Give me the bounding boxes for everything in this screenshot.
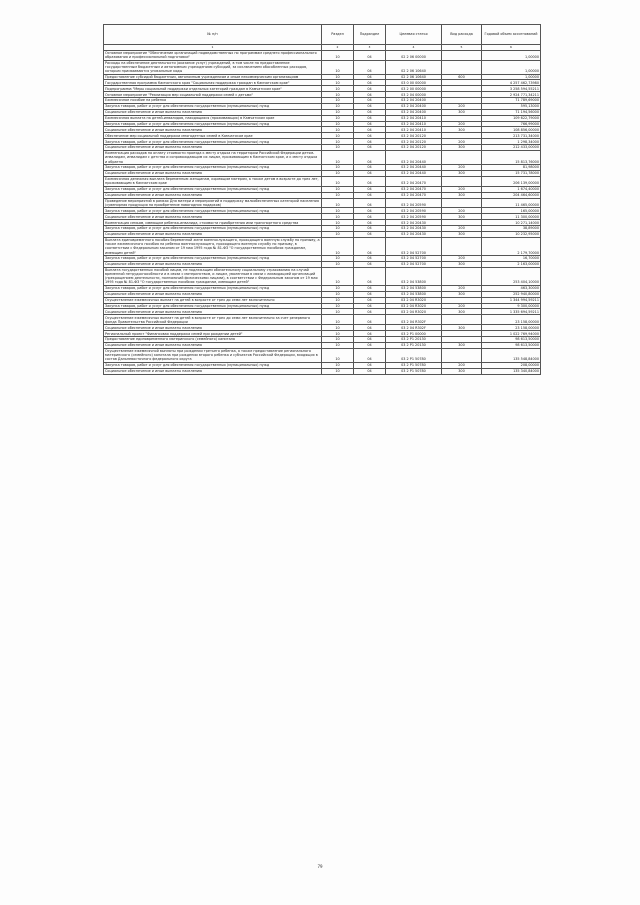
row-name: Ежемесячное пособие на ребенка <box>104 98 322 104</box>
row-subsection: 04 <box>354 115 386 121</box>
row-expense-type: 200 <box>442 208 482 214</box>
row-expense-type: 200 <box>442 121 482 127</box>
row-target: 03 2 04 20410 <box>386 127 442 133</box>
row-name: Компенсация семьям, имеющим ребенка-инвалида, стоимости приобретения ими транспортного средства <box>104 220 322 226</box>
row-expense-type: 300 <box>442 368 482 374</box>
row-target: 03 2 04 20400 <box>386 109 442 115</box>
row-section: 10 <box>322 192 354 198</box>
row-subsection: 04 <box>354 109 386 115</box>
row-name: Государственная программа Камчатского края "Социальная поддержка граждан в Камчатском крае" <box>104 80 322 86</box>
row-target: 03 2 04 00000 <box>386 92 442 98</box>
column-number: 6 <box>482 44 541 50</box>
row-target: 03 2 04 20590 <box>386 214 442 220</box>
row-amount: 204 464,60000 <box>482 192 541 198</box>
row-subsection: 04 <box>354 80 386 86</box>
row-amount: 253 404,10000 <box>482 267 541 285</box>
row-name: Региональный проект "Финансовая поддержка семей при рождении детей" <box>104 331 322 337</box>
row-section: 10 <box>322 198 354 208</box>
row-target: 03 2 04 20430 <box>386 231 442 237</box>
row-name: Социальное обеспечение и иные выплаты населению <box>104 109 322 115</box>
row-amount: 212 433,00000 <box>482 145 541 151</box>
row-section: 10 <box>322 237 354 255</box>
row-section: 10 <box>322 220 354 226</box>
row-name: Ежемесячная денежная выплата беременным женщинам, кормящим матерям, а также детям в возрасте до трех лет, проживающим в Камчатском крае <box>104 176 322 186</box>
row-section: 10 <box>322 256 354 262</box>
row-target: 03 2 04 20430 <box>386 220 442 226</box>
row-expense-type: 300 <box>442 342 482 348</box>
row-expense-type: 200 <box>442 165 482 171</box>
column-number: 1 <box>104 44 322 50</box>
row-expense-type: 300 <box>442 170 482 176</box>
row-name: Расходы на обеспечение деятельности (оказание услуг) учреждений, в том числе на предоставление государственным бюджетным и автономным учреждениям субсидий, за исключением обособленных расходов, которым присваиваются уникальные коды <box>104 60 322 74</box>
row-name: Социальное обеспечение и иные выплаты населению <box>104 127 322 133</box>
row-section: 10 <box>322 348 354 362</box>
row-expense-type: 600 <box>442 74 482 80</box>
row-amount: 4 257 462,73980 <box>482 80 541 86</box>
row-section: 10 <box>322 139 354 145</box>
row-amount: 9 300,00000 <box>482 303 541 309</box>
row-name: Обеспечение мер социальной поддержки многодетных семей в Камчатском крае <box>104 133 322 139</box>
row-target: 03 2 04 20410 <box>386 115 442 121</box>
row-expense-type: 300 <box>442 145 482 151</box>
row-section: 10 <box>322 60 354 74</box>
row-target: 03 2 04 52700 <box>386 261 442 267</box>
row-subsection: 04 <box>354 127 386 133</box>
row-name: Компенсация расходов на оплату стоимости проезда к месту отдыха на территории Российской Федерации детям-инвалидам, инвалидам с детства и сопровождающим их лицам, проживающим в Камчатском крае, и к месту отдыха и обратно <box>104 150 322 164</box>
row-name: Осуществление ежемесячной выплаты при рождении третьего ребенка, а также предоставление регионального материнского (семейного) капитала при рождении второго ребенка и субъектов Российской Федерации, входящих в состав Дальневосточного федерального округа <box>104 348 322 362</box>
row-amount: 71 789,69000 <box>482 98 541 104</box>
row-subsection: 04 <box>354 103 386 109</box>
row-subsection: 04 <box>354 291 386 297</box>
row-subsection: 04 <box>354 231 386 237</box>
header-name: № п/п <box>104 25 322 45</box>
row-target: 03 2 P1 20130 <box>386 337 442 343</box>
row-expense-type: 300 <box>442 291 482 297</box>
row-amount: 213 731,34000 <box>482 133 541 139</box>
row-section: 10 <box>322 109 354 115</box>
header-target: Целевая статья <box>386 25 442 45</box>
row-name: Социальное обеспечение и иные выплаты населению <box>104 145 322 151</box>
table-row <box>104 348 541 362</box>
row-name: Социальное обеспечение и иные выплаты населению <box>104 309 322 315</box>
row-expense-type <box>442 150 482 164</box>
row-subsection: 04 <box>354 133 386 139</box>
row-target: 03 2 04 R302F <box>386 325 442 331</box>
column-number: 5 <box>442 44 482 50</box>
row-subsection: 04 <box>354 325 386 331</box>
row-subsection: 04 <box>354 331 386 337</box>
row-target: 03 0 00 00000 <box>386 80 442 86</box>
row-expense-type: 300 <box>442 309 482 315</box>
row-amount: 15 731,78000 <box>482 170 541 176</box>
header-expense-type: Вид расхода <box>442 25 482 45</box>
row-amount: 2 163,00000 <box>482 261 541 267</box>
row-amount: 1 335 694,59211 <box>482 309 541 315</box>
row-name: Социальное обеспечение и иные выплаты населению <box>104 192 322 198</box>
row-expense-type <box>442 315 482 325</box>
row-amount: 1,00000 <box>482 60 541 74</box>
row-expense-type <box>442 60 482 74</box>
row-section: 10 <box>322 362 354 368</box>
table-row <box>104 150 541 164</box>
row-expense-type: 300 <box>442 192 482 198</box>
row-target: 03 2 04 20440 <box>386 150 442 164</box>
row-section: 10 <box>322 74 354 80</box>
table-row <box>104 198 541 208</box>
row-amount: 252 940,80000 <box>482 291 541 297</box>
row-amount: 15 813,76000 <box>482 150 541 164</box>
row-target: 02 2 06 10640 <box>386 60 442 74</box>
row-section: 10 <box>322 186 354 192</box>
row-target: 03 2 04 20440 <box>386 170 442 176</box>
row-target: 02 2 06 00000 <box>386 50 442 60</box>
row-target: 03 2 04 20590 <box>386 198 442 208</box>
table-row <box>104 50 541 60</box>
row-subsection: 04 <box>354 309 386 315</box>
row-expense-type <box>442 198 482 208</box>
row-expense-type: 300 <box>442 231 482 237</box>
row-target: 03 2 04 20410 <box>386 121 442 127</box>
row-target: 03 2 P1 50780 <box>386 368 442 374</box>
row-name: Закупка товаров, работ и услуг для обеспечения государственных (муниципальных) нужд <box>104 121 322 127</box>
table-row <box>104 176 541 186</box>
row-amount: 10 232,95000 <box>482 231 541 237</box>
row-name: Предоставление единовременного материнского (семейного) капитала <box>104 337 322 343</box>
row-section: 10 <box>322 50 354 60</box>
row-subsection: 04 <box>354 267 386 285</box>
table-body <box>104 44 541 374</box>
row-section: 10 <box>322 115 354 121</box>
row-subsection: 04 <box>354 261 386 267</box>
row-amount: 206 139,00000 <box>482 176 541 186</box>
row-expense-type: 300 <box>442 325 482 331</box>
row-section: 10 <box>322 80 354 86</box>
row-target: 03 2 04 52700 <box>386 237 442 255</box>
row-name: Закупка товаров, работ и услуг для обеспечения государственных (муниципальных) нужд <box>104 256 322 262</box>
row-amount: 16,70000 <box>482 256 541 262</box>
row-subsection: 04 <box>354 297 386 303</box>
row-section: 10 <box>322 226 354 232</box>
row-expense-type <box>442 348 482 362</box>
row-name: Закупка товаров, работ и услуг для обеспечения государственных (муниципальных) нужд <box>104 303 322 309</box>
row-amount: 108 856,00000 <box>482 127 541 133</box>
row-subsection: 04 <box>354 139 386 145</box>
row-subsection: 04 <box>354 176 386 186</box>
row-target: 03 2 04 20400 <box>386 103 442 109</box>
row-name: Социальное обеспечение и иные выплаты населению <box>104 368 322 374</box>
row-amount: 1 344 994,59211 <box>482 297 541 303</box>
row-name: Осуществление ежемесячных выплат на детей в возрасте от трех до семи лет включительно <box>104 297 322 303</box>
row-expense-type <box>442 267 482 285</box>
row-amount: 98 613,50000 <box>482 342 541 348</box>
row-subsection: 04 <box>354 98 386 104</box>
row-section: 10 <box>322 261 354 267</box>
row-section: 10 <box>322 291 354 297</box>
row-amount: 71 194,56000 <box>482 109 541 115</box>
row-target: 03 2 04 20120 <box>386 139 442 145</box>
header-subsection: Подраздел <box>354 25 386 45</box>
row-name: Закупка товаров, работ и услуг для обеспечения государственных (муниципальных) нужд <box>104 362 322 368</box>
row-section: 10 <box>322 133 354 139</box>
row-subsection: 04 <box>354 170 386 176</box>
row-name: Социальное обеспечение и иные выплаты населению <box>104 170 322 176</box>
row-subsection: 04 <box>354 362 386 368</box>
table-header-row <box>104 25 541 45</box>
row-target: 03 2 04 20430 <box>386 226 442 232</box>
table-row <box>104 237 541 255</box>
row-section: 10 <box>322 165 354 171</box>
row-amount: 38,89000 <box>482 226 541 232</box>
row-expense-type <box>442 50 482 60</box>
row-amount: 23 158,00000 <box>482 325 541 331</box>
row-amount: 1 674,40000 <box>482 186 541 192</box>
row-name: Социальное обеспечение и иные выплаты населению <box>104 325 322 331</box>
row-expense-type: 200 <box>442 303 482 309</box>
row-section: 10 <box>322 170 354 176</box>
row-name: Выплата государственных пособий лицам, не подлежащим обязательному социальному страхованию на случай временной нетрудоспособности и в связи с материнством, и лицам, уволенным в связи с ликвидацией организаций (прекращением деятельности, полномочий физическими лицами), в соответствии с Федеральным законом от 19 мая 1995 года № 81-ФЗ "О государственных пособиях гражданам, имеющим детей" <box>104 267 322 285</box>
row-name: Социальное обеспечение и иные выплаты населению <box>104 291 322 297</box>
row-name: Предоставление субсидий бюджетным, автономным учреждениям и иным некоммерческим организациям <box>104 74 322 80</box>
row-expense-type: 300 <box>442 261 482 267</box>
row-subsection: 04 <box>354 337 386 343</box>
row-name: Социальное обеспечение и иные выплаты населению <box>104 261 322 267</box>
row-target: 03 2 04 53800 <box>386 267 442 285</box>
row-target: 03 2 04 20470 <box>386 186 442 192</box>
page-number: 79 <box>317 864 323 869</box>
row-subsection: 04 <box>354 165 386 171</box>
row-expense-type: 200 <box>442 362 482 368</box>
row-name: Закупка товаров, работ и услуг для обеспечения государственных (муниципальных) нужд <box>104 186 322 192</box>
row-section: 10 <box>322 231 354 237</box>
row-section: 10 <box>322 325 354 331</box>
row-expense-type: 300 <box>442 127 482 133</box>
row-amount: 23 158,00000 <box>482 315 541 325</box>
row-target: 02 2 06 10640 <box>386 74 442 80</box>
row-amount: 1 022 769,94000 <box>482 331 541 337</box>
row-subsection: 04 <box>354 198 386 208</box>
row-section: 10 <box>322 315 354 325</box>
row-target: 03 2 P1 00000 <box>386 331 442 337</box>
row-target: 03 2 04 20120 <box>386 133 442 139</box>
row-target: 03 2 00 00000 <box>386 86 442 92</box>
row-subsection: 04 <box>354 186 386 192</box>
row-section: 10 <box>322 103 354 109</box>
row-name: Закупка товаров, работ и услуг для обеспечения государственных (муниципальных) нужд <box>104 139 322 145</box>
row-target: 03 2 04 20590 <box>386 208 442 214</box>
row-expense-type: 200 <box>442 139 482 145</box>
row-target: 03 2 04 20470 <box>386 176 442 186</box>
row-subsection: 04 <box>354 192 386 198</box>
row-amount: 1 298,34000 <box>482 139 541 145</box>
row-target: 03 2 04 20400 <box>386 98 442 104</box>
row-name: Закупка товаров, работ и услуг для обеспечения государственных (муниципальных) нужд <box>104 226 322 232</box>
row-subsection: 04 <box>354 285 386 291</box>
column-number: 3 <box>354 44 386 50</box>
row-expense-type <box>442 237 482 255</box>
table-row <box>104 368 541 374</box>
row-subsection: 04 <box>354 92 386 98</box>
row-expense-type: 200 <box>442 103 482 109</box>
row-name: Выплата единовременного пособия беременной жене военнослужащего, проходящего военную службу по призыву, а также ежемесячного пособия на ребенка военнослужащего, проходящего военную службу по призыву, в соответствии с Федеральным законом от 19 мая 1995 года № 81-ФЗ "О государственных пособиях гражданам, имеющим детей" <box>105 238 320 255</box>
row-target: 03 2 04 53800 <box>386 285 442 291</box>
row-amount: 1,00000 <box>482 50 541 60</box>
table-row <box>104 315 541 325</box>
row-subsection: 04 <box>354 86 386 92</box>
row-subsection: 04 <box>354 342 386 348</box>
row-target: 03 2 04 20440 <box>386 165 442 171</box>
row-section: 10 <box>322 368 354 374</box>
row-expense-type: 300 <box>442 109 482 115</box>
row-target: 03 2 P1 50780 <box>386 362 442 368</box>
row-expense-type: 200 <box>442 226 482 232</box>
row-name: Подпрограмма "Меры социальной поддержки отдельных категорий граждан в Камчатском крае" <box>104 86 322 92</box>
row-subsection: 04 <box>354 368 386 374</box>
row-section: 10 <box>322 337 354 343</box>
row-target: 03 2 04 R3020 <box>386 309 442 315</box>
row-subsection: 04 <box>354 150 386 164</box>
header-amount: Годовой объем ассигнований <box>482 25 541 45</box>
row-amount: 165,00000 <box>482 208 541 214</box>
row-target: 03 2 P1 50780 <box>386 348 442 362</box>
row-subsection: 04 <box>354 315 386 325</box>
row-target: 03 2 04 R3020 <box>386 303 442 309</box>
table-row <box>104 267 541 285</box>
row-name: Осуществление ежемесячных выплат на детей в возрасте от трех до семи лет включительно за счет резервного фонда Правительства Российской Федерации <box>104 315 322 325</box>
budget-table <box>103 24 541 375</box>
row-subsection: 04 <box>354 226 386 232</box>
row-section: 10 <box>322 309 354 315</box>
row-name: Основное мероприятие "Обеспечение организаций подведомственных по программам среднего профессионального образования и профессиональной подготовки" <box>104 50 322 60</box>
row-amount: 135 340,84000 <box>482 368 541 374</box>
row-name: Закупка товаров, работ и услуг для обеспечения государственных (муниципальных) нужд <box>104 285 322 291</box>
row-section: 10 <box>322 121 354 127</box>
row-section: 10 <box>322 176 354 186</box>
row-target: 03 2 04 52700 <box>386 256 442 262</box>
row-subsection: 04 <box>354 214 386 220</box>
row-amount: 3 258 594,55211 <box>482 86 541 92</box>
row-section: 10 <box>322 92 354 98</box>
row-amount: 463,30000 <box>482 285 541 291</box>
row-section: 10 <box>322 303 354 309</box>
row-name: Проведение мероприятий в рамках Дня матери и мероприятий в поддержку малообеспеченных категорий населения (сувенирная продукция на приобретение новогодних подарков) <box>104 198 322 208</box>
row-target: 03 2 04 53800 <box>386 291 442 297</box>
row-subsection: 04 <box>354 74 386 80</box>
row-target: 03 2 04 20470 <box>386 192 442 198</box>
header-section: Раздел <box>322 25 354 45</box>
row-amount: 109 622,79000 <box>482 115 541 121</box>
row-amount: 2 924 771,34211 <box>482 92 541 98</box>
row-section: 10 <box>322 342 354 348</box>
row-name: Социальное обеспечение и иные выплаты населению <box>104 342 322 348</box>
row-section: 10 <box>322 267 354 285</box>
row-amount: 2 179,70000 <box>482 237 541 255</box>
column-number: 4 <box>386 44 442 50</box>
table-row <box>104 60 541 74</box>
row-section: 10 <box>322 150 354 164</box>
column-number: 2 <box>322 44 354 50</box>
row-subsection: 04 <box>354 237 386 255</box>
row-subsection: 04 <box>354 220 386 226</box>
row-amount: 11 465,00000 <box>482 198 541 208</box>
row-target: 03 2 04 R302F <box>386 315 442 325</box>
row-name: Основное мероприятие "Реализация мер социальной поддержки семей с детьми" <box>104 92 322 98</box>
row-expense-type <box>442 176 482 186</box>
row-name: Социальное обеспечение и иные выплаты населению <box>104 214 322 220</box>
row-subsection: 04 <box>354 145 386 151</box>
row-section: 10 <box>322 285 354 291</box>
row-subsection: 04 <box>354 256 386 262</box>
row-section: 10 <box>322 331 354 337</box>
row-subsection: 04 <box>354 50 386 60</box>
row-subsection: 04 <box>354 348 386 362</box>
row-target: 03 2 04 R3020 <box>386 297 442 303</box>
row-expense-type: 200 <box>442 256 482 262</box>
row-name: Закупка товаров, работ и услуг для обеспечения государственных (муниципальных) нужд <box>104 103 322 109</box>
row-subsection: 04 <box>354 208 386 214</box>
row-amount: 135 548,84000 <box>482 348 541 362</box>
row-section: 10 <box>322 127 354 133</box>
row-name: Социальное обеспечение и иные выплаты населению <box>104 231 322 237</box>
row-name: Ежемесячная выплата на детей-инвалидов, находящихся (проживающих) в Камчатском крае <box>104 115 322 121</box>
row-amount: 81,98000 <box>482 165 541 171</box>
row-amount: 595,13000 <box>482 103 541 109</box>
row-amount: 10 271,14000 <box>482 220 541 226</box>
row-name: Закупка товаров, работ и услуг для обеспечения государственных (муниципальных) нужд <box>104 208 322 214</box>
row-subsection: 04 <box>354 303 386 309</box>
row-amount: 766,99000 <box>482 121 541 127</box>
row-expense-type: 200 <box>442 186 482 192</box>
row-section: 10 <box>322 214 354 220</box>
row-amount: 1,00000 <box>482 74 541 80</box>
row-subsection: 04 <box>354 60 386 74</box>
row-target: 03 2 04 20120 <box>386 145 442 151</box>
row-section: 10 <box>322 208 354 214</box>
row-amount: 98 613,50000 <box>482 337 541 343</box>
row-section: 10 <box>322 98 354 104</box>
row-name: Закупка товаров, работ и услуг для обеспечения государственных (муниципальных) нужд <box>104 165 322 171</box>
row-section: 10 <box>322 86 354 92</box>
row-section: 10 <box>322 297 354 303</box>
row-amount: 208,00000 <box>482 362 541 368</box>
row-amount: 11 300,00000 <box>482 214 541 220</box>
row-expense-type: 300 <box>442 214 482 220</box>
row-section: 10 <box>322 145 354 151</box>
row-target: 03 2 P1 20130 <box>386 342 442 348</box>
row-subsection: 04 <box>354 121 386 127</box>
row-expense-type: 200 <box>442 285 482 291</box>
